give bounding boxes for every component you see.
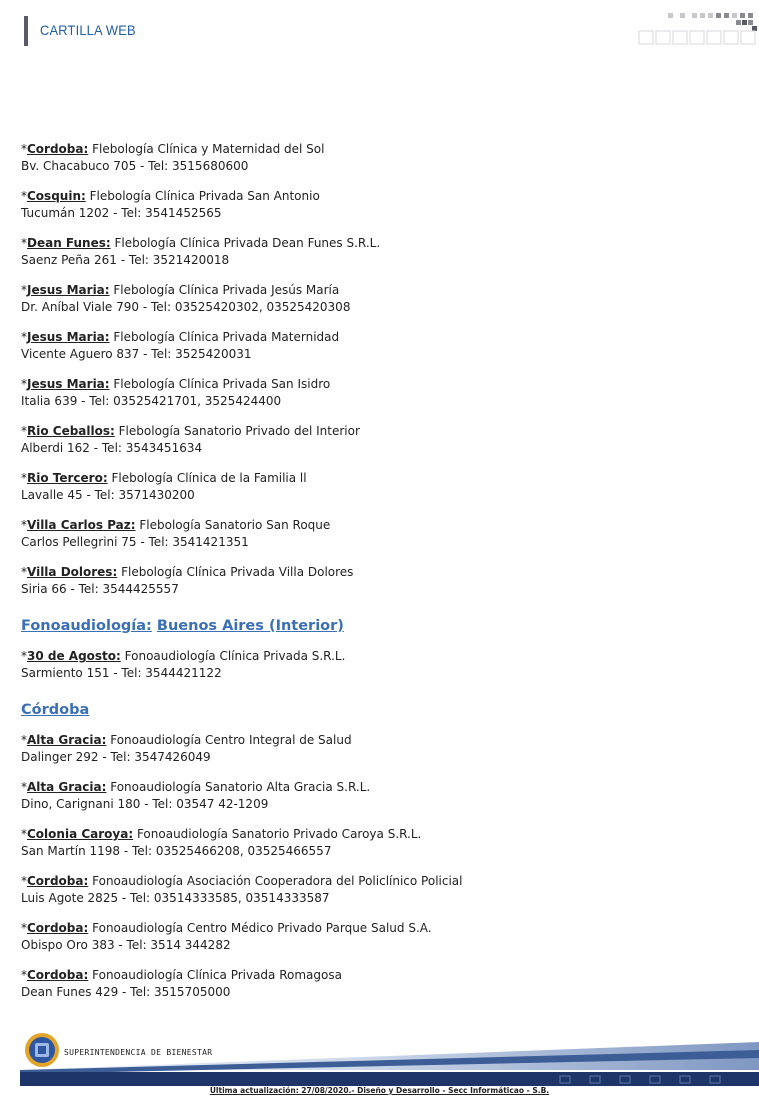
directory-entry xyxy=(21,282,741,316)
directory-entry xyxy=(21,648,741,682)
entry-city: Cosquin: xyxy=(27,189,86,203)
entry-provider: Fonoaudiología Asociación Cooperadora del Policlínico Policial xyxy=(92,874,463,888)
entry-provider: Flebología Clínica Privada San Isidro xyxy=(113,377,331,391)
last-update-note: Última actualización: 27/08/2020.- Diseño y Desarrollo - Secc Informáticao - S.B. xyxy=(209,1086,550,1095)
page-footer xyxy=(0,1024,759,1101)
entry-title-line: *Colonia Caroya: Fonoaudiología Sanatorio Privado Caroya S.R.L. xyxy=(21,827,422,841)
directory-entry xyxy=(21,826,741,860)
entry-address: Siria 66 - Tel: 3544425557 xyxy=(21,582,179,596)
entry-address: San Martín 1198 - Tel: 03525466208, 03525466557 xyxy=(21,844,332,858)
entry-provider: Fonoaudiología Sanatorio Privado Caroya S.R.L. xyxy=(136,827,422,841)
entry-city: Cordoba: xyxy=(27,968,89,982)
entry-title-line: *Jesus Maria: Flebología Clínica Privada Jesús María xyxy=(21,283,340,297)
directory-entry xyxy=(21,779,741,813)
entry-provider: Fonoaudiología Sanatorio Alta Gracia S.R.L. xyxy=(110,780,371,794)
entry-address: Italia 639 - Tel: 03525421701, 3525424400 xyxy=(21,394,282,408)
entry-address: Carlos Pellegrini 75 - Tel: 3541421351 xyxy=(21,535,249,549)
entry-provider: Flebología Clínica Privada Maternidad xyxy=(113,330,340,344)
directory-entry xyxy=(21,470,741,504)
entry-title-line: *Villa Carlos Paz: Flebología Sanatorio San Roque xyxy=(21,518,331,532)
institution-seal-icon xyxy=(25,1033,59,1067)
entry-provider: Flebología Clínica Privada Dean Funes S.R.L. xyxy=(114,236,381,250)
entry-city: Colonia Caroya: xyxy=(27,827,134,841)
entry-provider: Flebología Sanatorio Privado del Interior xyxy=(118,424,360,438)
entry-city: Villa Carlos Paz: xyxy=(27,518,136,532)
entry-address: Dino, Carignani 180 - Tel: 03547 42-1209 xyxy=(21,797,269,811)
section-specialty: Fonoaudiología: xyxy=(21,618,152,634)
entry-title-line: *Rio Ceballos: Flebología Sanatorio Privado del Interior xyxy=(21,424,360,438)
directory-entry xyxy=(21,329,741,363)
entry-title-line: *Cordoba: Fonoaudiología Asociación Cooperadora del Policlínico Policial xyxy=(21,874,463,888)
entry-city: 30 de Agosto: xyxy=(27,649,121,663)
entry-address: Dean Funes 429 - Tel: 3515705000 xyxy=(21,985,231,999)
section-region: Córdoba xyxy=(21,702,90,718)
entry-title-line: *Villa Dolores: Flebología Clínica Privada Villa Dolores xyxy=(21,565,354,579)
directory-entry xyxy=(21,376,741,410)
decorative-squares-pattern xyxy=(636,12,758,46)
entry-title-line: *30 de Agosto: Fonoaudiología Clínica Privada S.R.L. xyxy=(21,649,346,663)
directory-entry xyxy=(21,732,741,766)
entry-provider: Fonoaudiología Centro Médico Privado Parque Salud S.A. xyxy=(92,921,432,935)
entry-city: Jesus Maria: xyxy=(27,377,110,391)
entry-city: Cordoba: xyxy=(27,921,89,935)
directory-entry xyxy=(21,141,741,175)
fono-buenos-aires-list xyxy=(21,648,741,682)
entry-address: Lavalle 45 - Tel: 3571430200 xyxy=(21,488,195,502)
entry-address: Bv. Chacabuco 705 - Tel: 3515680600 xyxy=(21,159,249,173)
entry-address: Dalinger 292 - Tel: 3547426049 xyxy=(21,750,211,764)
entry-provider: Fonoaudiología Clínica Privada Romagosa xyxy=(92,968,342,982)
entry-provider: Flebología Clínica Privada San Antonio xyxy=(89,189,320,203)
entry-city: Alta Gracia: xyxy=(27,780,107,794)
entry-provider: Flebología Clínica Privada Jesús María xyxy=(113,283,340,297)
entry-provider: Fonoaudiología Centro Integral de Salud xyxy=(110,733,352,747)
entry-city: Dean Funes: xyxy=(27,236,111,250)
directory-entry xyxy=(21,188,741,222)
entry-title-line: *Alta Gracia: Fonoaudiología Centro Integral de Salud xyxy=(21,733,352,747)
entry-address: Obispo Oro 383 - Tel: 3514 344282 xyxy=(21,938,231,952)
entry-address: Luis Agote 2825 - Tel: 03514333585, 03514333587 xyxy=(21,891,330,905)
entry-provider: Flebología Sanatorio San Roque xyxy=(139,518,331,532)
entry-provider: Flebología Clínica y Maternidad del Sol xyxy=(92,142,325,156)
entry-address: Saenz Peña 261 - Tel: 3521420018 xyxy=(21,253,230,267)
page-header xyxy=(0,0,759,60)
entry-title-line: *Dean Funes: Flebología Clínica Privada Dean Funes S.R.L. xyxy=(21,236,381,250)
section-region: Buenos Aires (Interior) xyxy=(156,618,344,634)
fono-cordoba-list xyxy=(21,732,741,1001)
entry-title-line: *Alta Gracia: Fonoaudiología Sanatorio Alta Gracia S.R.L. xyxy=(21,780,371,794)
organization-name: SUPERINTENDENCIA DE BIENESTAR xyxy=(64,1048,213,1057)
entry-title-line: *Cordoba: Fonoaudiología Centro Médico Privado Parque Salud S.A. xyxy=(21,921,432,935)
entry-title-line: *Cosquin: Flebología Clínica Privada San Antonio xyxy=(21,189,320,203)
directory-entry xyxy=(21,873,741,907)
entry-provider: Flebología Clínica Privada Villa Dolores xyxy=(121,565,354,579)
entry-title-line: *Jesus Maria: Flebología Clínica Privada San Isidro xyxy=(21,377,331,391)
entry-address: Tucumán 1202 - Tel: 3541452565 xyxy=(21,206,222,220)
entry-city: Cordoba: xyxy=(27,142,89,156)
directory-content xyxy=(21,141,741,1014)
directory-entry xyxy=(21,564,741,598)
entry-address: Vicente Aguero 837 - Tel: 3525420031 xyxy=(21,347,252,361)
entry-city: Rio Ceballos: xyxy=(27,424,115,438)
directory-entry xyxy=(21,920,741,954)
directory-entry xyxy=(21,967,741,1001)
entry-provider: Flebología Clínica de la Familia ll xyxy=(111,471,307,485)
section-heading-fonoaudiologia xyxy=(21,617,741,635)
entry-title-line: *Jesus Maria: Flebología Clínica Privada Maternidad xyxy=(21,330,340,344)
section-heading-cordoba xyxy=(21,701,741,719)
entry-city: Alta Gracia: xyxy=(27,733,107,747)
directory-entry xyxy=(21,423,741,457)
entry-city: Jesus Maria: xyxy=(27,330,110,344)
entry-address: Alberdi 162 - Tel: 3543451634 xyxy=(21,441,203,455)
entry-city: Rio Tercero: xyxy=(27,471,108,485)
header-accent-bar xyxy=(24,16,28,46)
entry-provider: Fonoaudiología Clínica Privada S.R.L. xyxy=(124,649,346,663)
entry-address: Sarmiento 151 - Tel: 3544421122 xyxy=(21,666,222,680)
entry-city: Cordoba: xyxy=(27,874,89,888)
entry-city: Jesus Maria: xyxy=(27,283,110,297)
directory-entry xyxy=(21,235,741,269)
flebologia-list xyxy=(21,141,741,598)
directory-entry xyxy=(21,517,741,551)
entry-city: Villa Dolores: xyxy=(27,565,118,579)
entry-address: Dr. Aníbal Viale 790 - Tel: 03525420302, 03525420308 xyxy=(21,300,351,314)
entry-title-line: *Rio Tercero: Flebología Clínica de la Familia ll xyxy=(21,471,307,485)
page-title: CARTILLA WEB xyxy=(40,22,136,38)
entry-title-line: *Cordoba: Flebología Clínica y Maternidad del Sol xyxy=(21,142,325,156)
entry-title-line: *Cordoba: Fonoaudiología Clínica Privada Romagosa xyxy=(21,968,342,982)
